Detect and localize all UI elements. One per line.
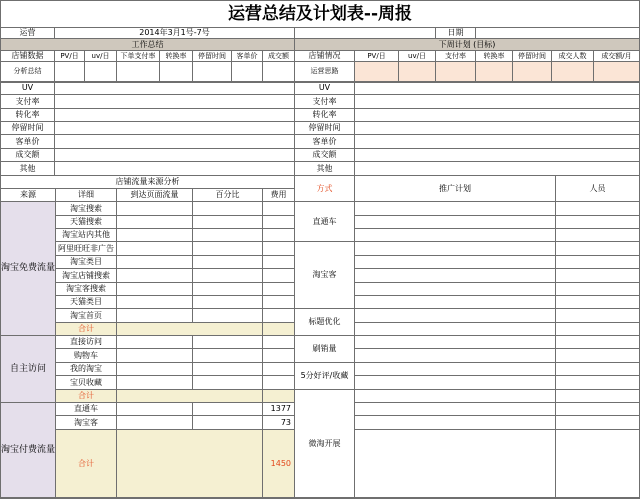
traffic-percent-cell[interactable] [193,256,263,269]
traffic-percent-cell[interactable] [193,336,263,349]
next-metric-value-cell[interactable] [552,62,594,82]
traffic-flow-cell[interactable] [117,309,193,323]
promo-staff-cell[interactable] [556,349,640,363]
traffic-fee-cell[interactable]: 1450 [263,430,295,498]
row-value-cell[interactable] [55,162,295,176]
traffic-item: 淘宝客搜索 [56,283,117,296]
row-label: UV [0,82,55,95]
subtotal-value-cell[interactable] [117,390,263,403]
promo-method: 微淘开展 [295,390,355,498]
promo-plan-cell[interactable] [355,403,556,416]
date-range: 2014年3月1号-7号 [55,28,295,39]
row-value-cell[interactable] [355,95,640,109]
promo-staff-cell[interactable] [556,390,640,403]
row-label: UV [295,82,355,95]
traffic-fee-cell[interactable] [263,349,295,363]
row-label: 转化率 [295,109,355,122]
row-value-cell[interactable] [55,135,295,149]
promo-plan-cell[interactable] [355,269,556,283]
traffic-flow-cell[interactable] [117,296,193,309]
promo-method: 5分好评/收藏 [295,363,355,390]
row-value-cell[interactable] [355,149,640,162]
traffic-item: 天猫类目 [56,296,117,309]
traffic-fee-cell[interactable] [263,363,295,376]
metric-value-cell[interactable] [193,62,232,82]
traffic-flow-cell[interactable] [117,269,193,283]
promo-plan-cell[interactable] [355,283,556,296]
metric-value-cell[interactable] [232,62,263,82]
promo-plan-cell[interactable] [355,336,556,349]
row-label: 客单价 [295,135,355,149]
work-summary-header: 工作总结 [0,39,295,51]
metric-header: 停留时间 [193,51,232,62]
metric-header: 下单支付率 [117,51,160,62]
traffic-item: 直接访问 [56,336,117,349]
metric-header: uv/日 [85,51,117,62]
promo-blank-cell[interactable] [295,497,640,498]
traffic-percent-cell[interactable] [193,376,263,390]
promo-plan-cell[interactable] [355,256,556,269]
next-metric-value-cell[interactable] [513,62,552,82]
metric-value-cell[interactable] [160,62,193,82]
row-label: 客单价 [0,135,55,149]
bottom-summary-area[interactable] [0,497,295,498]
promo-plan-cell[interactable] [355,349,556,363]
next-metric-value-cell[interactable] [436,62,476,82]
traffic-fee-cell[interactable]: 73 [263,416,295,430]
traffic-flow-cell[interactable] [117,283,193,296]
row-label: 其他 [295,162,355,176]
row-value-cell[interactable] [355,109,640,122]
promo-staff-cell[interactable] [556,283,640,296]
traffic-fee-cell[interactable]: 1377 [263,403,295,416]
traffic-group-name: 淘宝免费流量 [0,202,56,336]
promo-plan-cell[interactable] [355,363,556,376]
promo-plan-cell[interactable] [355,296,556,309]
traffic-flow-cell[interactable] [117,336,193,349]
promo-staff-cell[interactable] [556,256,640,269]
traffic-fee-cell[interactable] [263,283,295,296]
promo-plan-cell[interactable] [355,323,556,336]
date-label: 日期 [436,28,476,39]
row-value-cell[interactable] [55,82,295,95]
row-value-cell[interactable] [55,149,295,162]
metric-header: PV/日 [55,51,85,62]
traffic-item: 淘宝站内其他 [56,229,117,242]
traffic-item: 我的淘宝 [56,363,117,376]
promo-plan-cell[interactable] [355,376,556,390]
traffic-flow-cell[interactable] [117,229,193,242]
traffic-percent-cell[interactable] [193,363,263,376]
promo-plan-cell[interactable] [355,430,556,498]
metric-value-cell[interactable] [263,62,295,82]
traffic-percent-cell[interactable] [193,296,263,309]
traffic-percent-cell[interactable] [193,283,263,296]
metric-value-cell[interactable] [85,62,117,82]
promo-method: 标题优化 [295,309,355,336]
subtotal-label: 合计 [56,323,117,336]
blank-cell[interactable] [295,28,436,39]
traffic-title: 店铺流量来源分析 [0,176,295,189]
promo-plan-cell[interactable] [355,390,556,403]
traffic-col-header: 详细 [56,189,117,202]
subtotal-value-cell[interactable] [117,323,263,336]
traffic-percent-cell[interactable] [193,202,263,216]
traffic-fee-cell[interactable] [263,296,295,309]
promo-method-header: 方式 [295,176,355,202]
next-metric-header: uv/日 [399,51,436,62]
promo-plan-cell[interactable] [355,242,556,256]
next-week-plan-header: 下周计划 (目标) [295,39,640,51]
promo-staff-cell[interactable] [556,309,640,323]
traffic-percent-cell[interactable] [193,242,263,256]
traffic-col-header: 百分比 [193,189,263,202]
promo-staff-cell[interactable] [556,336,640,349]
next-metric-header: 支付率 [436,51,476,62]
row-label: 其他 [0,162,55,176]
traffic-fee-cell[interactable] [263,376,295,390]
next-metric-header: 成交额/月 [594,51,640,62]
metric-header: 转换率 [160,51,193,62]
promo-staff-cell[interactable] [556,376,640,390]
traffic-flow-cell[interactable] [117,376,193,390]
traffic-percent-cell[interactable] [193,349,263,363]
traffic-item: 天猫搜索 [56,216,117,229]
traffic-fee-cell[interactable] [263,242,295,256]
promo-staff-cell[interactable] [556,296,640,309]
promo-staff-header: 人员 [556,176,640,202]
traffic-percent-cell[interactable] [193,309,263,323]
metric-header: 客单价 [232,51,263,62]
promo-plan-cell[interactable] [355,309,556,323]
promo-method: 淘宝客 [295,242,355,309]
traffic-flow-cell[interactable] [117,416,193,430]
promo-staff-cell[interactable] [556,430,640,498]
promo-staff-cell[interactable] [556,403,640,416]
metric-header: 成交额 [263,51,295,62]
row-label: 支付率 [0,95,55,109]
row-label: 成交额 [295,149,355,162]
traffic-fee-cell[interactable] [263,336,295,349]
traffic-fee-cell[interactable] [263,216,295,229]
traffic-item: 淘宝类目 [56,256,117,269]
metric-value-cell[interactable] [117,62,160,82]
next-metric-header: 转换率 [476,51,513,62]
traffic-percent-cell[interactable] [193,403,263,416]
traffic-fee-cell[interactable] [263,229,295,242]
promo-plan-cell[interactable] [355,229,556,242]
traffic-percent-cell[interactable] [193,269,263,283]
traffic-item: 淘宝首页 [56,309,117,323]
traffic-flow-cell[interactable] [117,256,193,269]
promo-staff-cell[interactable] [556,363,640,376]
promo-method: 刷销量 [295,336,355,363]
promo-plan-cell[interactable] [355,416,556,430]
row-label: 成交额 [0,149,55,162]
traffic-col-header: 来源 [0,189,56,202]
subtotal-value-cell[interactable] [117,430,263,498]
promo-staff-cell[interactable] [556,202,640,216]
next-metric-value-cell[interactable] [355,62,399,82]
shop-status-label: 店铺情况 [295,51,355,62]
next-metric-header: PV/日 [355,51,399,62]
operation-label: 运营 [0,28,55,39]
sheet-title: 运营总结及计划表--周报 [0,0,640,28]
traffic-group-name: 自主访问 [0,336,56,403]
traffic-flow-cell[interactable] [117,216,193,229]
traffic-flow-cell[interactable] [117,403,193,416]
row-value-cell[interactable] [55,95,295,109]
date-value-cell[interactable] [476,28,640,39]
promo-plan-cell[interactable] [355,216,556,229]
row-label: 停留时间 [295,122,355,135]
next-metric-value-cell[interactable] [399,62,436,82]
row-value-cell[interactable] [355,82,640,95]
traffic-item: 宝贝收藏 [56,376,117,390]
promo-plan-cell[interactable] [355,202,556,216]
next-metric-value-cell[interactable] [476,62,513,82]
traffic-fee-cell[interactable] [263,390,295,403]
traffic-col-header: 到达页面流量 [117,189,193,202]
traffic-fee-cell[interactable] [263,309,295,323]
metric-value-cell[interactable] [55,62,85,82]
traffic-fee-cell[interactable] [263,323,295,336]
promo-plan-header: 推广计划 [355,176,556,202]
traffic-item: 淘宝搜索 [56,202,117,216]
subtotal-label: 合计 [56,390,117,403]
row-value-cell[interactable] [355,122,640,135]
traffic-item: 购物车 [56,349,117,363]
next-metric-header: 成交人数 [552,51,594,62]
traffic-percent-cell[interactable] [193,216,263,229]
traffic-group-name: 淘宝付费流量 [0,403,56,498]
row-label: 转化率 [0,109,55,122]
row-label: 停留时间 [0,122,55,135]
traffic-item: 淘宝客 [56,416,117,430]
promo-staff-cell[interactable] [556,269,640,283]
promo-staff-cell[interactable] [556,229,640,242]
row-value-cell[interactable] [55,109,295,122]
traffic-fee-cell[interactable] [263,202,295,216]
promo-staff-cell[interactable] [556,323,640,336]
traffic-fee-cell[interactable] [263,269,295,283]
promo-staff-cell[interactable] [556,216,640,229]
promo-staff-cell[interactable] [556,242,640,256]
traffic-percent-cell[interactable] [193,229,263,242]
traffic-fee-cell[interactable] [263,256,295,269]
traffic-flow-cell[interactable] [117,349,193,363]
next-metric-header: 停留时间 [513,51,552,62]
subtotal-label: 合计 [56,430,117,498]
promo-method: 直通车 [295,202,355,242]
row-value-cell[interactable] [355,162,640,176]
row-value-cell[interactable] [55,122,295,135]
shop-data-label: 店铺数据 [0,51,55,62]
traffic-flow-cell[interactable] [117,242,193,256]
traffic-item: 直通车 [56,403,117,416]
row-value-cell[interactable] [355,135,640,149]
traffic-percent-cell[interactable] [193,416,263,430]
operation-ideas-label: 运营思路 [295,62,355,82]
next-metric-value-cell[interactable] [594,62,640,82]
analysis-summary-label: 分析总结 [0,62,55,82]
promo-staff-cell[interactable] [556,416,640,430]
traffic-col-header: 费用 [263,189,295,202]
traffic-flow-cell[interactable] [117,202,193,216]
traffic-item: 阿里旺旺非广告 [56,242,117,256]
row-label: 支付率 [295,95,355,109]
traffic-item: 淘宝店铺搜索 [56,269,117,283]
traffic-flow-cell[interactable] [117,363,193,376]
